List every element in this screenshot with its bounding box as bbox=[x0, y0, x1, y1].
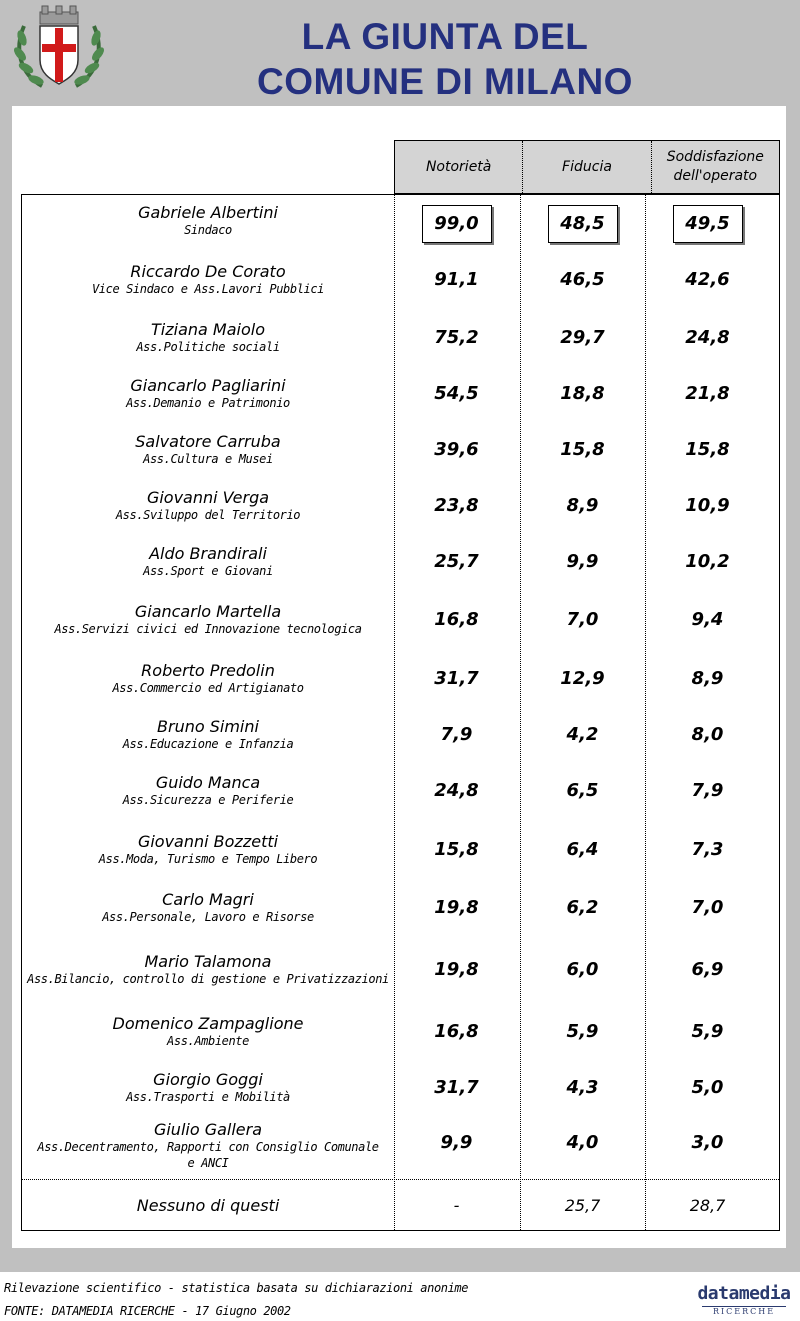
member-name: Riccardo De Corato bbox=[130, 262, 286, 281]
none-soddisfazione: 28,7 bbox=[689, 1196, 726, 1215]
value-soddisfazione bbox=[645, 205, 770, 243]
member-role: Ass.Demanio e Patrimonio bbox=[126, 396, 290, 410]
member-role: Ass.Servizi civici ed Innovazione tecnologica bbox=[54, 622, 362, 636]
header-notorieta: Notorietà bbox=[425, 158, 492, 175]
value-box-notorieta: 99,0 bbox=[422, 205, 492, 243]
value-box-fiducia: 48,5 bbox=[548, 205, 618, 243]
value-fiducia: 15,8 bbox=[560, 439, 605, 460]
member-cell bbox=[22, 773, 394, 808]
value-fiducia: 6,5 bbox=[566, 780, 599, 801]
logo-main: datamedia bbox=[697, 1283, 791, 1304]
page-title bbox=[200, 14, 690, 104]
member-name: Giovanni Verga bbox=[146, 488, 270, 507]
survey-note: Rilevazione scientifico - statistica basata su dichiarazioni anonime bbox=[4, 1281, 469, 1295]
header-soddisfazione-line2: dell'operato bbox=[673, 168, 758, 184]
value-notorieta: 24,8 bbox=[434, 780, 479, 801]
member-cell bbox=[22, 832, 394, 867]
member-name: Giancarlo Pagliarini bbox=[130, 376, 286, 395]
source-note: FONTE: DATAMEDIA RICERCHE - 17 Giugno 2002 bbox=[4, 1304, 291, 1318]
value-notorieta: 31,7 bbox=[434, 1077, 479, 1098]
value-fiducia: 9,9 bbox=[566, 551, 599, 572]
title-line-2: COMUNE DI MILANO bbox=[257, 61, 633, 102]
value-fiducia: 29,7 bbox=[560, 327, 605, 348]
value-fiducia: 12,9 bbox=[560, 668, 605, 689]
member-role: Ass.Educazione e Infanzia bbox=[122, 737, 294, 751]
member-role: Ass.Decentramento, Rapporti con Consiglio Comunale bbox=[37, 1140, 379, 1154]
value-fiducia: 6,0 bbox=[566, 959, 599, 980]
value-soddisfazione: 7,3 bbox=[691, 839, 724, 860]
member-role: Ass.Bilancio, controllo di gestione e Privatizzazioni bbox=[27, 972, 389, 986]
value-fiducia: 4,2 bbox=[566, 724, 599, 745]
member-role: Ass.Ambiente bbox=[167, 1034, 249, 1048]
value-notorieta: 25,7 bbox=[434, 551, 479, 572]
value-soddisfazione: 15,8 bbox=[685, 439, 730, 460]
value-soddisfazione: 8,0 bbox=[691, 724, 724, 745]
member-cell bbox=[22, 952, 394, 987]
member-role-cont: e ANCI bbox=[187, 1156, 229, 1170]
member-name: Salvatore Carruba bbox=[135, 432, 281, 451]
value-notorieta: 16,8 bbox=[434, 609, 479, 630]
member-cell bbox=[22, 1070, 394, 1105]
member-cell bbox=[22, 488, 394, 523]
none-label: Nessuno di questi bbox=[136, 1196, 280, 1215]
member-cell bbox=[22, 320, 394, 355]
value-notorieta: 16,8 bbox=[434, 1021, 479, 1042]
member-cell bbox=[22, 717, 394, 752]
value-fiducia: 6,2 bbox=[566, 897, 599, 918]
member-name: Carlo Magri bbox=[162, 890, 254, 909]
none-row bbox=[22, 1179, 779, 1230]
member-role: Ass.Moda, Turismo e Tempo Libero bbox=[98, 852, 318, 866]
member-role: Vice Sindaco e Ass.Lavori Pubblici bbox=[91, 282, 325, 296]
member-cell bbox=[22, 890, 394, 925]
value-fiducia: 7,0 bbox=[566, 609, 599, 630]
value-fiducia: 8,9 bbox=[566, 495, 599, 516]
value-soddisfazione: 8,9 bbox=[691, 668, 724, 689]
results-table bbox=[21, 194, 780, 1231]
value-notorieta: 19,8 bbox=[434, 897, 479, 918]
value-notorieta: 54,5 bbox=[434, 383, 479, 404]
value-fiducia: 4,0 bbox=[566, 1132, 599, 1153]
none-fiducia: 25,7 bbox=[564, 1196, 601, 1215]
value-notorieta: 19,8 bbox=[434, 959, 479, 980]
value-notorieta: 23,8 bbox=[434, 495, 479, 516]
value-soddisfazione: 42,6 bbox=[685, 269, 730, 290]
member-cell bbox=[22, 602, 394, 637]
value-soddisfazione: 7,0 bbox=[691, 897, 724, 918]
value-notorieta: 9,9 bbox=[440, 1132, 473, 1153]
value-notorieta: 39,6 bbox=[434, 439, 479, 460]
value-fiducia: 18,8 bbox=[560, 383, 605, 404]
member-role: Ass.Sport e Giovani bbox=[143, 564, 273, 578]
column-header bbox=[394, 140, 780, 194]
member-role: Ass.Personale, Lavoro e Risorse bbox=[102, 910, 314, 924]
value-fiducia: 5,9 bbox=[566, 1021, 599, 1042]
value-fiducia: 46,5 bbox=[560, 269, 605, 290]
value-fiducia: 6,4 bbox=[566, 839, 599, 860]
member-role: Ass.Sicurezza e Periferie bbox=[122, 793, 294, 807]
member-role: Ass.Cultura e Musei bbox=[143, 452, 273, 466]
member-cell bbox=[22, 376, 394, 411]
value-soddisfazione: 21,8 bbox=[685, 383, 730, 404]
value-soddisfazione: 3,0 bbox=[691, 1132, 724, 1153]
none-notorieta: - bbox=[453, 1196, 460, 1215]
member-name: Roberto Predolin bbox=[141, 661, 275, 680]
member-name: Giancarlo Martella bbox=[134, 602, 282, 621]
member-role: Sindaco bbox=[184, 223, 232, 237]
milan-crest-icon bbox=[12, 4, 106, 96]
member-role: Ass.Commercio ed Artigianato bbox=[112, 681, 304, 695]
header-fiducia: Fiducia bbox=[522, 141, 650, 193]
member-cell bbox=[22, 203, 394, 238]
member-cell bbox=[22, 1120, 394, 1171]
value-soddisfazione: 24,8 bbox=[685, 327, 730, 348]
member-cell bbox=[22, 262, 394, 297]
member-name: Guido Manca bbox=[155, 773, 261, 792]
value-notorieta: 7,9 bbox=[440, 724, 473, 745]
value-notorieta: 15,8 bbox=[434, 839, 479, 860]
value-notorieta: 91,1 bbox=[434, 269, 479, 290]
member-name: Bruno Simini bbox=[157, 717, 259, 736]
member-name: Domenico Zampaglione bbox=[112, 1014, 304, 1033]
member-role: Ass.Politiche sociali bbox=[136, 340, 280, 354]
member-name: Aldo Brandirali bbox=[149, 544, 267, 563]
member-cell bbox=[22, 544, 394, 579]
logo-sub: RICERCHE bbox=[712, 1307, 776, 1316]
value-soddisfazione: 5,0 bbox=[691, 1077, 724, 1098]
member-cell bbox=[22, 1014, 394, 1049]
title-line-1: LA GIUNTA DEL bbox=[301, 16, 589, 57]
value-notorieta: 75,2 bbox=[434, 327, 479, 348]
value-soddisfazione: 5,9 bbox=[691, 1021, 724, 1042]
member-name: Giorgio Goggi bbox=[153, 1070, 263, 1089]
member-name: Mario Talamona bbox=[144, 952, 272, 971]
value-box-soddisfazione: 49,5 bbox=[673, 205, 743, 243]
member-cell bbox=[22, 661, 394, 696]
member-name: Giovanni Bozzetti bbox=[137, 832, 279, 851]
value-soddisfazione: 7,9 bbox=[691, 780, 724, 801]
value-fiducia bbox=[520, 205, 645, 243]
value-soddisfazione: 10,2 bbox=[685, 551, 730, 572]
value-fiducia: 4,3 bbox=[566, 1077, 599, 1098]
header-soddisfazione bbox=[651, 141, 779, 193]
member-name: Gabriele Albertini bbox=[138, 203, 278, 222]
header-soddisfazione-line1: Soddisfazione bbox=[666, 149, 764, 165]
member-cell bbox=[22, 432, 394, 467]
datamedia-logo bbox=[694, 1283, 794, 1319]
member-role: Ass.Sviluppo del Territorio bbox=[115, 508, 301, 522]
member-name: Giulio Gallera bbox=[153, 1120, 263, 1139]
value-soddisfazione: 10,9 bbox=[685, 495, 730, 516]
member-name: Tiziana Maiolo bbox=[151, 320, 265, 339]
member-role: Ass.Trasporti e Mobilità bbox=[126, 1090, 290, 1104]
value-notorieta bbox=[394, 205, 519, 243]
value-notorieta: 31,7 bbox=[434, 668, 479, 689]
value-soddisfazione: 6,9 bbox=[691, 959, 724, 980]
value-soddisfazione: 9,4 bbox=[691, 609, 724, 630]
